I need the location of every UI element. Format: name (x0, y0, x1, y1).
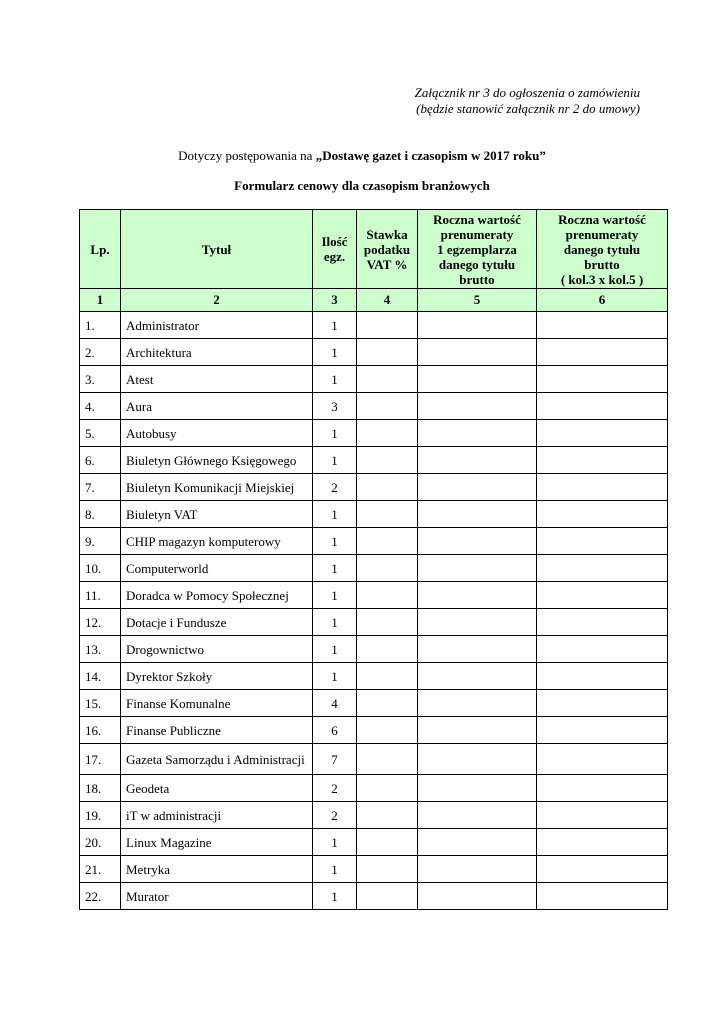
table-row (80, 744, 668, 775)
vat-rate-cell[interactable] (357, 447, 418, 474)
row-title: Atest (121, 366, 313, 393)
row-lp: 18. (80, 775, 121, 802)
annual-value-single-cell[interactable] (418, 636, 537, 663)
row-quantity: 1 (313, 856, 357, 883)
header-value-total-line: ( kol.3 x kol.5 ) (560, 271, 644, 287)
row-quantity: 4 (313, 690, 357, 717)
annual-value-single-cell[interactable] (418, 883, 537, 910)
vat-rate-cell[interactable] (357, 636, 418, 663)
annual-value-single-cell[interactable] (418, 690, 537, 717)
table-header-row (80, 210, 668, 289)
row-lp: 2. (80, 339, 121, 366)
annual-value-single-cell[interactable] (418, 555, 537, 582)
table-row (80, 528, 668, 555)
header-vat-line: VAT % (366, 256, 408, 272)
form-title: Formularz cenowy dla czasopism branżowych (234, 178, 490, 193)
table-row (80, 856, 668, 883)
row-title: Metryka (121, 856, 313, 883)
table-row (80, 690, 668, 717)
header-vat-line: podatku (363, 241, 411, 257)
row-title: Aura (121, 393, 313, 420)
annual-value-single-cell[interactable] (418, 663, 537, 690)
row-lp: 7. (80, 474, 121, 501)
annual-value-total-cell[interactable] (537, 501, 668, 528)
annual-value-single-cell[interactable] (418, 366, 537, 393)
annual-value-total-cell[interactable] (537, 856, 668, 883)
header-value-total (537, 210, 668, 289)
vat-rate-cell[interactable] (357, 717, 418, 744)
row-quantity: 1 (313, 312, 357, 339)
row-quantity: 1 (313, 609, 357, 636)
vat-rate-cell[interactable] (357, 802, 418, 829)
table-row (80, 366, 668, 393)
annual-value-single-cell[interactable] (418, 312, 537, 339)
annex-line-2: (będzie stanowić załącznik nr 2 do umowy) (416, 101, 640, 116)
annual-value-total-cell[interactable] (537, 366, 668, 393)
annual-value-single-cell[interactable] (418, 744, 537, 775)
row-lp: 4. (80, 393, 121, 420)
annual-value-single-cell[interactable] (418, 339, 537, 366)
annual-value-total-cell[interactable] (537, 690, 668, 717)
row-quantity: 1 (313, 366, 357, 393)
vat-rate-cell[interactable] (357, 744, 418, 775)
table-row (80, 775, 668, 802)
row-lp: 5. (80, 420, 121, 447)
vat-rate-cell[interactable] (357, 829, 418, 856)
annual-value-single-cell[interactable] (418, 609, 537, 636)
header-value-total-line: prenumeraty (565, 226, 639, 242)
header-qty-line: Ilość (321, 234, 348, 249)
vat-rate-cell[interactable] (357, 856, 418, 883)
row-quantity: 1 (313, 528, 357, 555)
row-lp: 19. (80, 802, 121, 829)
row-title: Biuletyn VAT (121, 501, 313, 528)
row-title: CHIP magazyn komputerowy (121, 528, 313, 555)
column-number-row (80, 289, 668, 312)
row-title: Architektura (121, 339, 313, 366)
annual-value-total-cell[interactable] (537, 312, 668, 339)
annual-value-single-cell[interactable] (418, 582, 537, 609)
row-title: Dotacje i Fundusze (121, 609, 313, 636)
header-value-single-line: brutto (459, 271, 495, 287)
header-value-total-line: brutto (584, 256, 620, 272)
annual-value-single-cell[interactable] (418, 420, 537, 447)
table-row (80, 339, 668, 366)
row-title: Biuletyn Komunikacji Miejskiej (121, 474, 313, 501)
row-quantity: 1 (313, 501, 357, 528)
annual-value-total-cell[interactable] (537, 636, 668, 663)
header-value-single (418, 210, 537, 289)
vat-rate-cell[interactable] (357, 775, 418, 802)
vat-rate-cell[interactable] (357, 339, 418, 366)
row-title: Administrator (121, 312, 313, 339)
vat-rate-cell[interactable] (357, 312, 418, 339)
row-title: Computerworld (121, 555, 313, 582)
header-value-single-line: 1 egzemplarza (437, 241, 517, 257)
row-lp: 12. (80, 609, 121, 636)
subject-title: „Dostawę gazet i czasopism w 2017 roku” (315, 148, 546, 163)
annex-line-1: Załącznik nr 3 do ogłoszenia o zamówieniu (414, 85, 640, 100)
price-table (79, 209, 668, 910)
table-row (80, 393, 668, 420)
table-row (80, 663, 668, 690)
row-quantity: 1 (313, 420, 357, 447)
table-row (80, 420, 668, 447)
annual-value-total-cell[interactable] (537, 609, 668, 636)
vat-rate-cell[interactable] (357, 883, 418, 910)
row-lp: 16. (80, 717, 121, 744)
column-number: 4 (357, 289, 418, 312)
row-lp: 1. (80, 312, 121, 339)
row-title: Doradca w Pomocy Społecznej (121, 582, 313, 609)
row-quantity: 2 (313, 775, 357, 802)
header-qty (313, 210, 357, 289)
row-title: Drogownictwo (121, 636, 313, 663)
row-lp: 22. (80, 883, 121, 910)
row-title: Autobusy (121, 420, 313, 447)
vat-rate-cell[interactable] (357, 663, 418, 690)
row-lp: 21. (80, 856, 121, 883)
annual-value-single-cell[interactable] (418, 528, 537, 555)
annual-value-total-cell[interactable] (537, 582, 668, 609)
row-title: Geodeta (121, 775, 313, 802)
row-quantity: 1 (313, 555, 357, 582)
row-quantity: 2 (313, 802, 357, 829)
header-lp: Lp. (80, 210, 121, 289)
vat-rate-cell[interactable] (357, 690, 418, 717)
table-row (80, 829, 668, 856)
row-quantity: 1 (313, 663, 357, 690)
row-quantity: 1 (313, 636, 357, 663)
annual-value-total-cell[interactable] (537, 775, 668, 802)
row-lp: 6. (80, 447, 121, 474)
row-quantity: 2 (313, 474, 357, 501)
annual-value-single-cell[interactable] (418, 856, 537, 883)
vat-rate-cell[interactable] (357, 366, 418, 393)
table-row (80, 501, 668, 528)
annual-value-total-cell[interactable] (537, 339, 668, 366)
annual-value-total-cell[interactable] (537, 663, 668, 690)
annual-value-single-cell[interactable] (418, 775, 537, 802)
table-row (80, 582, 668, 609)
annual-value-single-cell[interactable] (418, 393, 537, 420)
table-body (80, 312, 668, 910)
row-title: Murator (121, 883, 313, 910)
table-row (80, 717, 668, 744)
annual-value-total-cell[interactable] (537, 829, 668, 856)
column-number: 5 (418, 289, 537, 312)
table-row (80, 636, 668, 663)
vat-rate-cell[interactable] (357, 420, 418, 447)
annual-value-single-cell[interactable] (418, 501, 537, 528)
row-quantity: 1 (313, 447, 357, 474)
header-value-single-line: prenumeraty (440, 226, 514, 242)
subject-prefix: Dotyczy postępowania na (178, 148, 316, 163)
vat-rate-cell[interactable] (357, 474, 418, 501)
annual-value-total-cell[interactable] (537, 717, 668, 744)
row-title: iT w administracji (121, 802, 313, 829)
table-row (80, 883, 668, 910)
row-lp: 13. (80, 636, 121, 663)
annual-value-total-cell[interactable] (537, 474, 668, 501)
table-row (80, 447, 668, 474)
annual-value-total-cell[interactable] (537, 420, 668, 447)
row-title: Dyrektor Szkoły (121, 663, 313, 690)
table-row (80, 609, 668, 636)
header-value-single-line: Roczna wartość (433, 211, 521, 227)
row-title: Finanse Komunalne (121, 690, 313, 717)
annual-value-total-cell[interactable] (537, 528, 668, 555)
header-title: Tytuł (121, 210, 313, 289)
table-row (80, 312, 668, 339)
annual-value-total-cell[interactable] (537, 447, 668, 474)
column-number: 3 (313, 289, 357, 312)
annual-value-total-cell[interactable] (537, 744, 668, 775)
vat-rate-cell[interactable] (357, 582, 418, 609)
row-lp: 15. (80, 690, 121, 717)
vat-rate-cell[interactable] (357, 609, 418, 636)
vat-rate-cell[interactable] (357, 528, 418, 555)
annual-value-single-cell[interactable] (418, 802, 537, 829)
annual-value-total-cell[interactable] (537, 883, 668, 910)
header-vat (357, 210, 418, 289)
row-quantity: 1 (313, 582, 357, 609)
row-title: Biuletyn Głównego Księgowego (121, 447, 313, 474)
header-vat-line: Stawka (366, 226, 408, 242)
annual-value-single-cell[interactable] (418, 474, 537, 501)
row-quantity: 7 (313, 744, 357, 775)
row-title: Linux Magazine (121, 829, 313, 856)
row-lp: 9. (80, 528, 121, 555)
column-number: 2 (121, 289, 313, 312)
row-quantity: 1 (313, 883, 357, 910)
row-quantity: 1 (313, 829, 357, 856)
column-number: 6 (537, 289, 668, 312)
row-title: Finanse Publiczne (121, 717, 313, 744)
row-lp: 10. (80, 555, 121, 582)
header-value-total-line: danego tytułu (563, 241, 641, 257)
column-number: 1 (80, 289, 121, 312)
annual-value-total-cell[interactable] (537, 555, 668, 582)
vat-rate-cell[interactable] (357, 393, 418, 420)
row-title: Gazeta Samorządu i Administracji (121, 744, 313, 775)
header-value-single-line: danego tytułu (438, 256, 516, 272)
annual-value-total-cell[interactable] (537, 802, 668, 829)
vat-rate-cell[interactable] (357, 555, 418, 582)
annual-value-total-cell[interactable] (537, 393, 668, 420)
row-quantity: 3 (313, 393, 357, 420)
row-lp: 14. (80, 663, 121, 690)
header-qty-line: egz. (323, 249, 346, 264)
row-lp: 3. (80, 366, 121, 393)
row-lp: 11. (80, 582, 121, 609)
header-value-total-line: Roczna wartość (558, 211, 646, 227)
row-lp: 8. (80, 501, 121, 528)
procedure-subject (0, 148, 724, 164)
table-row (80, 555, 668, 582)
row-quantity: 1 (313, 339, 357, 366)
annex-note (380, 85, 640, 117)
vat-rate-cell[interactable] (357, 501, 418, 528)
table-row (80, 474, 668, 501)
row-lp: 17. (80, 744, 121, 775)
table-row (80, 802, 668, 829)
annual-value-single-cell[interactable] (418, 717, 537, 744)
row-lp: 20. (80, 829, 121, 856)
annual-value-single-cell[interactable] (418, 829, 537, 856)
annual-value-single-cell[interactable] (418, 447, 537, 474)
row-quantity: 6 (313, 717, 357, 744)
